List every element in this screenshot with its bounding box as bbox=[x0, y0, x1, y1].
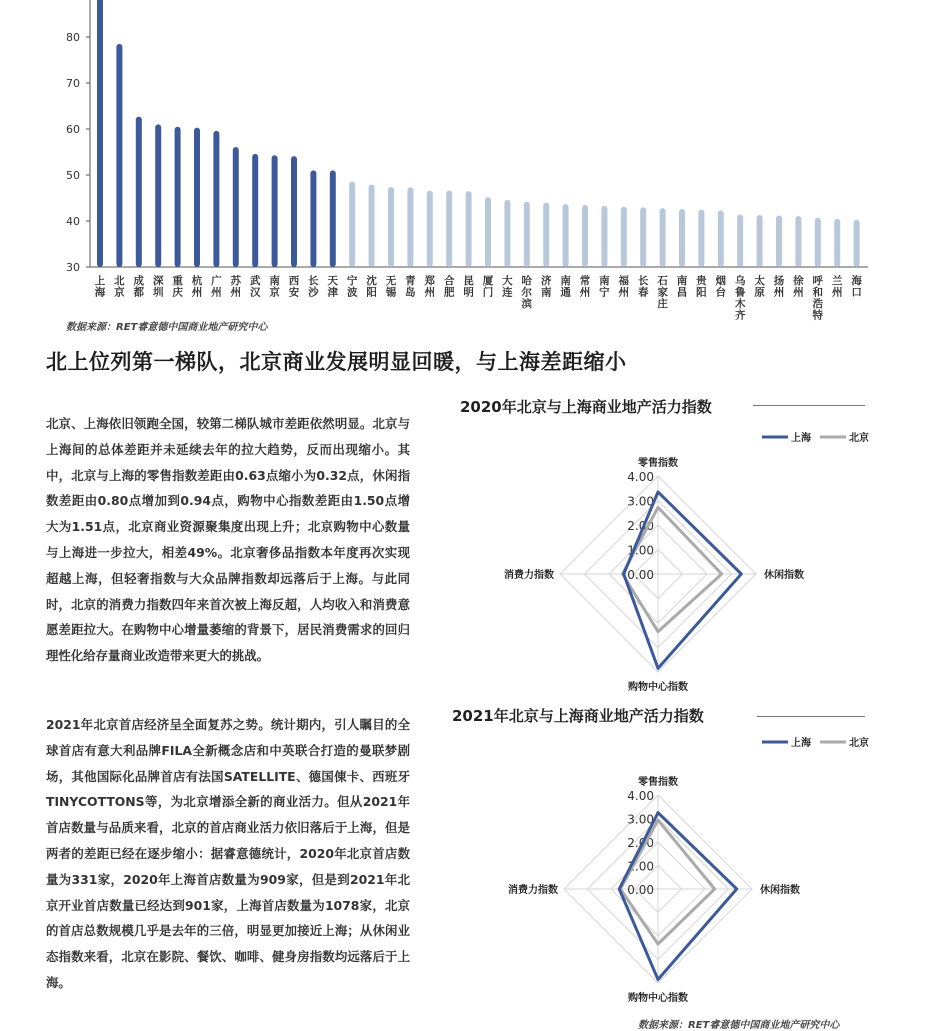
x-tick-label-太原: 太原 bbox=[754, 275, 765, 299]
x-tick-label-北京: 北京 bbox=[114, 275, 125, 299]
x-tick-label-乌鲁木齐: 乌鲁木齐 bbox=[734, 275, 746, 322]
bar-沈阳 bbox=[369, 185, 375, 267]
x-tick-label-深圳: 深圳 bbox=[152, 275, 164, 299]
bar-上海 bbox=[97, 0, 103, 267]
city-ranking-bar-chart bbox=[0, 0, 927, 330]
radar-axis-label: 消费力指数 bbox=[504, 570, 554, 581]
bar-天津 bbox=[330, 170, 336, 267]
bar-郑州 bbox=[427, 191, 433, 267]
bar-青岛 bbox=[407, 187, 413, 267]
x-tick-label-长春: 长春 bbox=[637, 275, 649, 299]
legend-label-上海: 上海 bbox=[791, 433, 811, 444]
bar-太原 bbox=[757, 215, 763, 267]
x-tick-label-广州: 广州 bbox=[211, 275, 222, 299]
bar-兰州 bbox=[834, 219, 840, 267]
radar-axis-label: 消费力指数 bbox=[508, 885, 558, 896]
bar-石家庄 bbox=[660, 208, 666, 267]
radar-tick-label: 2.00 bbox=[627, 519, 654, 533]
bar-南宁 bbox=[601, 206, 607, 267]
x-tick-label-无锡: 无锡 bbox=[385, 275, 397, 299]
legend-label-北京: 北京 bbox=[849, 738, 869, 749]
bar-大连 bbox=[504, 200, 510, 267]
radar-chart-2021 bbox=[420, 725, 900, 1010]
bar-常州 bbox=[582, 205, 588, 267]
bar-成都 bbox=[136, 117, 142, 267]
x-tick-label-重庆: 重庆 bbox=[172, 275, 183, 299]
y-tick-label: 50 bbox=[66, 169, 80, 182]
y-tick-label: 40 bbox=[66, 215, 80, 228]
bar-哈尔滨 bbox=[524, 202, 530, 267]
x-tick-label-西安: 西安 bbox=[288, 275, 300, 299]
x-tick-label-徐州: 徐州 bbox=[793, 275, 804, 299]
bar-昆明 bbox=[466, 191, 472, 267]
bar-长沙 bbox=[310, 170, 316, 267]
radar-chart-source: 数据来源：RET睿意德中国商业地产研究中心 bbox=[638, 1020, 840, 1031]
x-tick-label-上海: 上海 bbox=[94, 275, 106, 299]
x-tick-label-南京: 南京 bbox=[269, 275, 280, 299]
radar-tick-label: 4.00 bbox=[627, 789, 654, 803]
radar-tick-label: 1.00 bbox=[627, 543, 654, 558]
radar-tick-label: 3.00 bbox=[627, 812, 654, 827]
bar-呼和浩特 bbox=[815, 218, 821, 267]
legend-label-北京: 北京 bbox=[849, 433, 869, 444]
x-tick-label-苏州: 苏州 bbox=[230, 275, 242, 299]
x-tick-label-兰州: 兰州 bbox=[831, 275, 843, 299]
bar-贵阳 bbox=[698, 210, 704, 268]
x-tick-label-常州: 常州 bbox=[579, 275, 591, 299]
bar-济南 bbox=[543, 203, 549, 267]
radar-tick-label: 2.00 bbox=[627, 836, 654, 850]
bar-烟台 bbox=[718, 210, 724, 267]
x-tick-label-厦门: 厦门 bbox=[482, 275, 494, 299]
radar-tick-label: 0.00 bbox=[627, 883, 654, 897]
bar-合肥 bbox=[446, 191, 452, 267]
x-tick-label-贵阳: 贵阳 bbox=[696, 275, 707, 299]
bar-宁波 bbox=[349, 181, 355, 267]
radar-axis-label: 购物中心指数 bbox=[628, 993, 688, 1004]
bar-重庆 bbox=[175, 127, 181, 267]
bar-苏州 bbox=[233, 147, 239, 267]
bar-广州 bbox=[213, 131, 219, 267]
y-tick-label: 80 bbox=[66, 31, 80, 44]
y-tick-label: 70 bbox=[66, 77, 80, 90]
x-tick-label-成都: 成都 bbox=[133, 275, 145, 299]
bar-武汉 bbox=[252, 154, 258, 267]
bar-乌鲁木齐 bbox=[737, 215, 743, 267]
paragraph-beijing-shanghai-gap: 北京、上海依旧领跑全国，较第二梯队城市差距依然明显。北京与上海间的总体差距并未延续去年的拉大趋势，反而出现缩小。其中，北京与上海的零售指数差距由0.63点缩小为0.32点，休闲指数差距由0.80点增加到0.94点，购物中心指数差距由1.50点增大为1.51点，北京商业资源聚集度出现上升；北京购物中心数量与上海进一步拉大，相差49%。北京奢侈品指数本年度再次实现超越上海，但轻奢指数与大众品牌指数却远落后于上海。与此同时，北京的消费力指数四年来首次被上海反超，人均收入和消费意愿差距拉大。在购物中心增量萎缩的背景下，居民消费需求的回归理性化给存量商业改造带来更大的挑战。 bbox=[46, 416, 410, 664]
x-tick-label-昆明: 昆明 bbox=[463, 275, 474, 299]
bar-西安 bbox=[291, 156, 297, 267]
bar-无锡 bbox=[388, 187, 394, 267]
bar-南通 bbox=[563, 204, 569, 267]
radar-axis-label: 零售指数 bbox=[638, 777, 678, 788]
bar-南昌 bbox=[679, 209, 685, 267]
x-tick-label-哈尔滨: 哈尔滨 bbox=[521, 275, 533, 310]
radar-tick-label: 1.00 bbox=[627, 859, 654, 874]
bar-chart-source: 数据来源：RET睿意德中国商业地产研究中心 bbox=[66, 322, 268, 333]
x-tick-label-宁波: 宁波 bbox=[346, 275, 358, 299]
x-tick-label-大连: 大连 bbox=[502, 275, 513, 299]
radar-tick-label: 4.00 bbox=[627, 470, 654, 484]
bar-徐州 bbox=[795, 216, 801, 267]
x-tick-label-石家庄: 石家庄 bbox=[657, 275, 668, 310]
x-tick-label-呼和浩特: 呼和浩特 bbox=[812, 275, 824, 322]
x-tick-label-长沙: 长沙 bbox=[308, 275, 319, 299]
x-tick-label-福州: 福州 bbox=[618, 275, 630, 299]
y-tick-label: 60 bbox=[66, 123, 80, 136]
x-tick-label-南通: 南通 bbox=[560, 275, 571, 299]
x-tick-label-南昌: 南昌 bbox=[676, 275, 688, 299]
radar-2020-title: 2020年北京与上海商业地产活力指数 bbox=[460, 398, 712, 416]
x-tick-label-济南: 济南 bbox=[540, 275, 552, 299]
x-tick-label-青岛: 青岛 bbox=[405, 275, 416, 299]
x-tick-label-郑州: 郑州 bbox=[424, 275, 436, 299]
x-tick-label-扬州: 扬州 bbox=[773, 275, 785, 299]
x-tick-label-武汉: 武汉 bbox=[249, 275, 261, 299]
x-tick-label-南宁: 南宁 bbox=[599, 275, 610, 299]
bar-南京 bbox=[272, 155, 278, 267]
bar-扬州 bbox=[776, 215, 782, 267]
bar-深圳 bbox=[155, 124, 161, 267]
x-tick-label-合肥: 合肥 bbox=[443, 275, 455, 299]
radar-2020-title-rule bbox=[753, 405, 865, 406]
radar-tick-label: 0.00 bbox=[627, 568, 654, 582]
x-tick-label-烟台: 烟台 bbox=[715, 275, 727, 299]
radar-axis-label: 零售指数 bbox=[638, 458, 678, 469]
radar-axis-label: 休闲指数 bbox=[760, 885, 800, 896]
legend-label-上海: 上海 bbox=[791, 738, 811, 749]
radar-axis-label: 购物中心指数 bbox=[628, 682, 688, 693]
radar-2021-title: 2021年北京与上海商业地产活力指数 bbox=[452, 707, 704, 725]
y-tick-label: 30 bbox=[66, 261, 80, 274]
bar-厦门 bbox=[485, 197, 491, 267]
section-headline: 北上位列第一梯队，北京商业发展明显回暖，与上海差距缩小 bbox=[46, 350, 627, 374]
radar-tick-label: 3.00 bbox=[627, 494, 654, 509]
radar-chart-2020 bbox=[420, 420, 900, 700]
x-tick-label-天津: 天津 bbox=[327, 275, 339, 299]
radar-2021-title-rule bbox=[757, 716, 865, 717]
paragraph-first-store-economy: 2021年北京首店经济呈全面复苏之势。统计期内，引人瞩目的全球首店有意大利品牌FILA全新概念店和中英联合打造的曼联梦剧场，其他国际化品牌首店有法国SATELLITE、德国倲卡、西班牙TINYCOTTONS等，为北京增添全新的商业活力。但从2021年首店数量与品质来看，北京的首店商业活力依旧落后于上海，但是两者的差距已经在逐步缩小：据睿意德统计，2020年北京首店数量为331家，2020年上海首店数量为909家，但是到2021年北京开业首店数量已经达到901家，上海首店数量为1078家，北京的首店总数规模几乎是去年的三倍，明显更加接近上海；从休闲业态指数来看，北京在影院、餐饮、咖啡、健身房指数均远落后于上海。 bbox=[46, 717, 410, 990]
bar-杭州 bbox=[194, 128, 200, 267]
bar-长春 bbox=[640, 207, 646, 267]
bar-北京 bbox=[116, 44, 122, 267]
bar-福州 bbox=[621, 207, 627, 267]
x-tick-label-海口: 海口 bbox=[851, 275, 862, 299]
bar-海口 bbox=[854, 220, 860, 267]
radar-axis-label: 休闲指数 bbox=[764, 570, 804, 581]
x-tick-label-杭州: 杭州 bbox=[191, 275, 203, 299]
x-tick-label-沈阳: 沈阳 bbox=[366, 275, 377, 299]
